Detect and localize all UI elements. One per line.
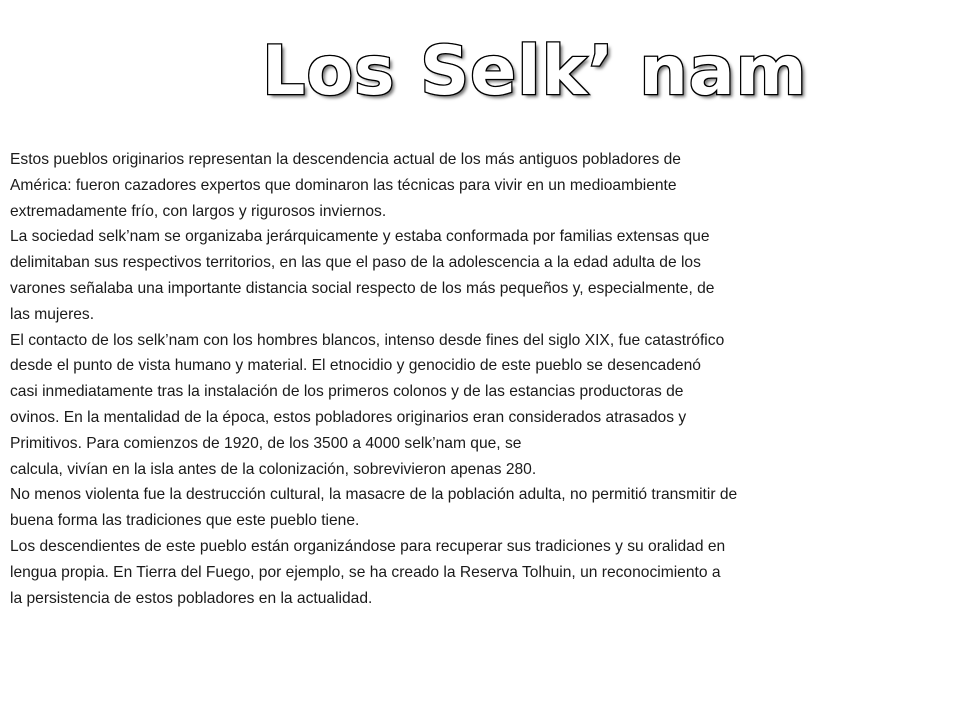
text-line: El contacto de los selk’nam con los hombres blancos, intenso desde fines del siglo XIX, fue catastrófico [10, 331, 725, 349]
text-line: varones señalaba una importante distancia social respecto de los más pequeños y, especialmente, de [10, 279, 715, 297]
text-line: extremadamente frío, con largos y rigurosos inviernos. [10, 202, 387, 220]
text-line: casi inmediatamente tras la instalación de los primeros colonos y de las estancias productoras de [10, 383, 684, 401]
text-line: lengua propia. En Tierra del Fuego, por ejemplo, se ha creado la Reserva Tolhuin, un reconocimiento a [10, 563, 721, 581]
text-line: América: fueron cazadores expertos que dominaron las técnicas para vivir en un medioambiente [10, 176, 677, 194]
body-text [10, 147, 940, 611]
text-line: Primitivos. Para comienzos de 1920, de los 3500 a 4000 selk’nam que, se [10, 434, 522, 452]
slide-title: Los Selk’ nam [262, 32, 808, 111]
text-line: Estos pueblos originarios representan la descendencia actual de los más antiguos pobladores de [10, 151, 681, 168]
text-line: Los descendientes de este pueblo están organizándose para recuperar sus tradiciones y su oralidad en [10, 537, 726, 555]
text-line: calcula, vivían en la isla antes de la colonización, sobrevivieron apenas 280. [10, 460, 537, 478]
text-line: desde el punto de vista humano y material. El etnocidio y genocidio de este pueblo se desencadenó [10, 357, 701, 375]
text-line: la persistencia de estos pobladores en la actualidad. [10, 589, 373, 607]
text-line: ovinos. En la mentalidad de la época, estos pobladores originarios eran considerados atrasados y [10, 408, 687, 426]
text-line: buena forma las tradiciones que este pueblo tiene. [10, 512, 360, 530]
text-line: La sociedad selk’nam se organizaba jerárquicamente y estaba conformada por familias extensas que [10, 228, 710, 246]
text-line: No menos violenta fue la destrucción cultural, la masacre de la población adulta, no permitió transmitir de [10, 486, 738, 504]
text-line: las mujeres. [10, 305, 95, 323]
text-line: delimitaban sus respectivos territorios, en las que el paso de la adolescencia a la edad adulta de los [10, 254, 701, 272]
